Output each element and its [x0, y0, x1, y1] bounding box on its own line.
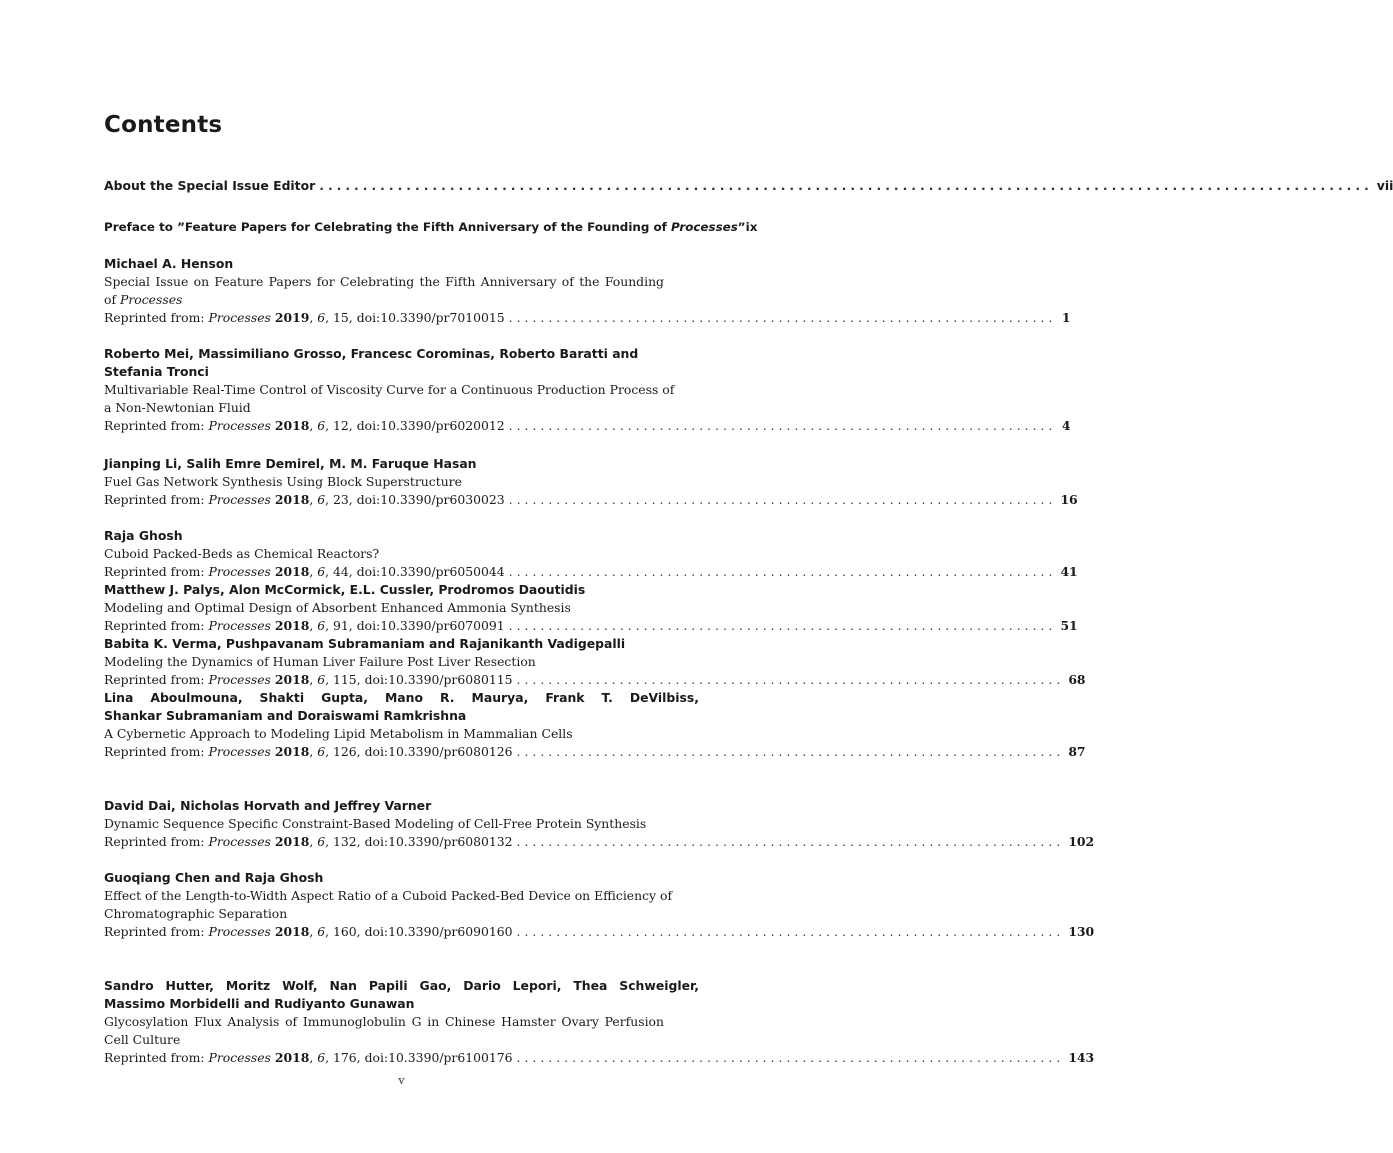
entry-authors: Lina Aboulmouna, Shakti Gupta, Mano R. Maurya, Frank T. DeVilbiss,	[104, 690, 699, 705]
reprint-line	[104, 309, 1071, 327]
journal-name: Processes	[208, 418, 271, 433]
front-matter-label: About the Special Issue Editor	[104, 178, 316, 193]
entry-authors: Shankar Subramaniam and Doraiswami Ramkrishna	[104, 708, 467, 723]
page-number: 41	[1060, 564, 1078, 579]
reprint-line	[104, 417, 1071, 435]
journal-name: Processes	[208, 1050, 271, 1065]
dot-leader: .....................................................................	[508, 418, 1057, 433]
entry-authors: Matthew J. Palys, Alon McCormick, E.L. Cussler, Prodromos Daoutidis	[104, 582, 586, 597]
reprint-line	[104, 743, 1086, 761]
article-number: 126	[333, 744, 357, 759]
doi-link[interactable]: doi:10.3390/pr6070091	[356, 618, 505, 633]
reprint-citation: Reprinted from: Processes 2018, 6, 176, doi:10.3390/pr6100176	[104, 1050, 513, 1065]
reprint-citation: Reprinted from: Processes 2018, 6, 91, doi:10.3390/pr6070091	[104, 618, 505, 633]
reprint-citation: Reprinted from: Processes 2018, 6, 132, doi:10.3390/pr6080132	[104, 834, 513, 849]
entry-authors: Michael A. Henson	[104, 256, 234, 271]
entry-title: Multivariable Real-Time Control of Viscosity Curve for a Continuous Production Process of	[104, 382, 675, 397]
doi-link[interactable]: doi:10.3390/pr6090160	[364, 924, 513, 939]
reprint-line	[104, 563, 1078, 581]
toc-entry[interactable]	[104, 455, 1078, 509]
entry-title: of Processes	[104, 292, 183, 307]
entry-title: Fuel Gas Network Synthesis Using Block Superstructure	[104, 474, 462, 489]
toc-entry[interactable]	[104, 797, 1095, 851]
entry-title: Effect of the Length-to-Width Aspect Ratio of a Cuboid Packed-Bed Device on Efficiency of	[104, 888, 673, 903]
doi-link[interactable]: doi:10.3390/pr6050044	[356, 564, 505, 579]
dot-leader: .....................................................................	[508, 618, 1057, 633]
page-number: 130	[1068, 924, 1095, 939]
year: 2018	[274, 834, 310, 849]
reprint-line	[104, 923, 1095, 941]
toc-entry[interactable]	[104, 635, 1086, 689]
article-number: 12	[333, 418, 349, 433]
year: 2018	[274, 744, 310, 759]
year: 2018	[274, 492, 310, 507]
article-number: 91	[333, 618, 349, 633]
doi-link[interactable]: doi:10.3390/pr7010015	[356, 310, 505, 325]
entry-authors: David Dai, Nicholas Horvath and Jeffrey Varner	[104, 798, 432, 813]
reprint-citation: Reprinted from: Processes 2019, 6, 15, doi:10.3390/pr7010015	[104, 310, 505, 325]
reprint-citation: Reprinted from: Processes 2018, 6, 160, doi:10.3390/pr6090160	[104, 924, 513, 939]
doi-link[interactable]: doi:10.3390/pr6080132	[364, 834, 513, 849]
dot-leader: .....................................................................	[516, 672, 1065, 687]
volume: 6	[317, 1050, 326, 1065]
volume: 6	[317, 924, 326, 939]
entry-title: Modeling the Dynamics of Human Liver Failure Post Liver Resection	[104, 654, 536, 669]
volume: 6	[317, 492, 326, 507]
dot-leader: .....................................................................	[516, 834, 1065, 849]
year: 2018	[274, 618, 310, 633]
year: 2018	[274, 672, 310, 687]
page-title: Contents	[104, 112, 223, 138]
entry-authors: Jianping Li, Salih Emre Demirel, M. M. Faruque Hasan	[104, 456, 477, 471]
volume: 6	[317, 618, 326, 633]
dot-leader: .....................................................................	[508, 492, 1057, 507]
reprint-line	[104, 617, 1078, 635]
entry-title: Glycosylation Flux Analysis of Immunoglobulin G in Chinese Hamster Ovary Perfusion	[104, 1014, 664, 1029]
page-number: vii	[1376, 178, 1393, 193]
doi-link[interactable]: doi:10.3390/pr6100176	[364, 1050, 513, 1065]
dot-leader: .....................................................................	[516, 744, 1065, 759]
article-number: 115	[333, 672, 357, 687]
journal-name: Processes	[208, 744, 271, 759]
doi-link[interactable]: doi:10.3390/pr6030023	[356, 492, 505, 507]
article-number: 132	[333, 834, 357, 849]
reprint-line	[104, 1049, 1095, 1067]
entry-authors: Guoqiang Chen and Raja Ghosh	[104, 870, 324, 885]
toc-entry[interactable]	[104, 869, 1095, 941]
front-matter-label: Preface to ”Feature Papers for Celebrating the Fifth Anniversary of the Founding of Processes”	[104, 220, 746, 234]
entry-authors: Raja Ghosh	[104, 528, 183, 543]
year: 2018	[274, 418, 310, 433]
doi-link[interactable]: doi:10.3390/pr6020012	[356, 418, 505, 433]
page-number: 4	[1061, 418, 1071, 433]
reprint-line	[104, 671, 1086, 689]
entry-authors: Babita K. Verma, Pushpavanam Subramaniam and Rajanikanth Vadigepalli	[104, 636, 626, 651]
dot-leader: .....................................................................	[508, 310, 1057, 325]
volume: 6	[317, 564, 326, 579]
entry-authors: Roberto Mei, Massimiliano Grosso, Francesc Corominas, Roberto Baratti and Stefania Tronci	[104, 346, 639, 379]
year: 2018	[274, 924, 310, 939]
toc-entry[interactable]	[104, 527, 1078, 581]
reprint-citation: Reprinted from: Processes 2018, 6, 126, doi:10.3390/pr6080126	[104, 744, 513, 759]
dot-leader: .........................................................................................................................	[319, 178, 1373, 193]
journal-name: Processes	[208, 834, 271, 849]
toc-entry[interactable]	[104, 689, 1086, 761]
volume: 6	[317, 418, 326, 433]
article-number: 44	[333, 564, 349, 579]
year: 2018	[274, 564, 310, 579]
year: 2019	[274, 310, 310, 325]
volume: 6	[317, 310, 326, 325]
entry-title: Cell Culture	[104, 1032, 181, 1047]
article-number: 23	[333, 492, 349, 507]
journal-name: Processes	[208, 924, 271, 939]
reprint-citation: Reprinted from: Processes 2018, 6, 12, doi:10.3390/pr6020012	[104, 418, 505, 433]
journal-name: Processes	[208, 618, 271, 633]
page-number: 102	[1068, 834, 1095, 849]
dot-leader: .....................................................................	[516, 1050, 1065, 1065]
toc-entry[interactable]	[104, 581, 1078, 635]
page-number: 51	[1060, 618, 1078, 633]
page-number: 143	[1068, 1050, 1095, 1065]
front-matter-item[interactable]	[104, 177, 1393, 195]
dot-leader: .....................................................................	[516, 924, 1065, 939]
page-number: 16	[1060, 492, 1078, 507]
page-number: 1	[1061, 310, 1071, 325]
entry-authors: Sandro Hutter, Moritz Wolf, Nan Papili Gao, Dario Lepori, Thea Schweigler,	[104, 978, 699, 993]
article-number: 176	[333, 1050, 357, 1065]
doi-link[interactable]: doi:10.3390/pr6080115	[364, 672, 513, 687]
page-number: 68	[1068, 672, 1086, 687]
reprint-citation: Reprinted from: Processes 2018, 6, 23, doi:10.3390/pr6030023	[104, 492, 505, 507]
year: 2018	[274, 1050, 310, 1065]
reprint-line	[104, 491, 1078, 509]
entry-title: Special Issue on Feature Papers for Celebrating the Fifth Anniversary of the Founding	[104, 274, 664, 289]
article-number: 15	[333, 310, 349, 325]
article-number: 160	[333, 924, 357, 939]
entry-title: a Non-Newtonian Fluid	[104, 400, 251, 415]
toc-entry[interactable]	[104, 255, 1071, 327]
entry-authors: Massimo Morbidelli and Rudiyanto Gunawan	[104, 996, 415, 1011]
entry-title: Chromatographic Separation	[104, 906, 288, 921]
reprint-line	[104, 833, 1095, 851]
entry-title: Dynamic Sequence Specific Constraint-Based Modeling of Cell-Free Protein Synthesis	[104, 816, 647, 831]
toc-entry[interactable]	[104, 977, 1095, 1067]
volume: 6	[317, 672, 326, 687]
entry-title: A Cybernetic Approach to Modeling Lipid Metabolism in Mammalian Cells	[104, 726, 573, 741]
dot-leader: .....................................................................	[508, 564, 1057, 579]
journal-name: Processes	[208, 672, 271, 687]
reprint-citation: Reprinted from: Processes 2018, 6, 115, doi:10.3390/pr6080115	[104, 672, 513, 687]
volume: 6	[317, 834, 326, 849]
reprint-citation: Reprinted from: Processes 2018, 6, 44, doi:10.3390/pr6050044	[104, 564, 505, 579]
entry-title: Cuboid Packed-Beds as Chemical Reactors?	[104, 546, 380, 561]
doi-link[interactable]: doi:10.3390/pr6080126	[364, 744, 513, 759]
journal-name: Processes	[208, 310, 271, 325]
journal-name: Processes	[208, 492, 271, 507]
entry-title: Modeling and Optimal Design of Absorbent Enhanced Ammonia Synthesis	[104, 600, 571, 615]
footer-page-number: v	[398, 1074, 405, 1087]
journal-name: Processes	[208, 564, 271, 579]
front-matter-item[interactable]	[104, 218, 758, 236]
volume: 6	[317, 744, 326, 759]
page-number: 87	[1068, 744, 1086, 759]
page-number: ix	[745, 220, 758, 234]
toc-entry[interactable]	[104, 345, 1071, 435]
